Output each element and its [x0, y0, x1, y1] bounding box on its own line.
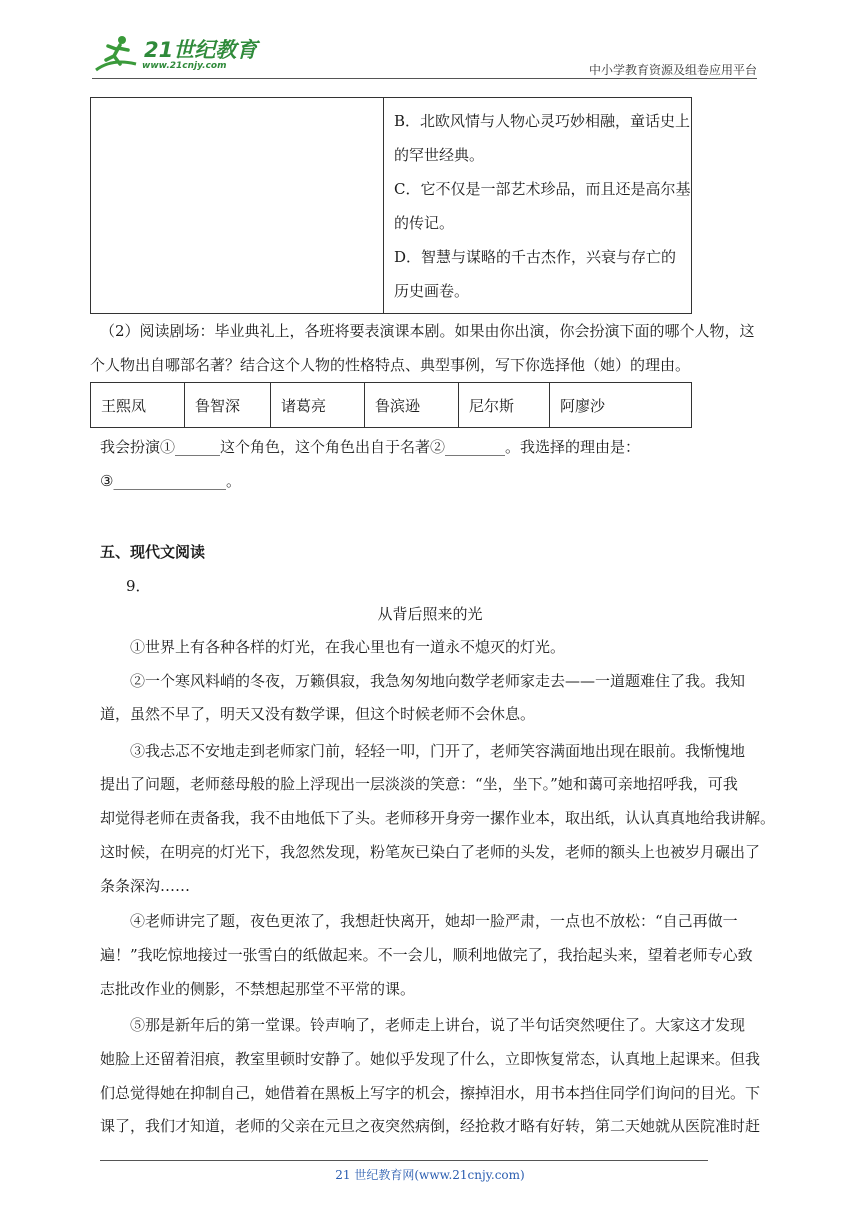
passage-line: 条条深沟……: [100, 877, 191, 895]
passage-line: 她脸上还留着泪痕，教室里顿时安静了。她似乎发现了什么，立即恢复常态，认真地上起课来。但我: [100, 1050, 761, 1068]
question-number: 9．: [126, 577, 151, 595]
passage-line: ④老师讲完了题，夜色更浓了，我想赶快离开，她却一脸严肃，一点也不放松：“自己再做一: [130, 912, 738, 930]
character-cell: 王熙凤: [91, 383, 185, 428]
passage-line: ⑤那是新年后的第一堂课。铃声响了，老师走上讲台，说了半句话突然哽住了。大家这才发现: [130, 1016, 746, 1034]
header-divider: [92, 78, 757, 79]
q2-line1: （2）阅读剧场：毕业典礼上，各班将要表演课本剧。如果由你出演，你会扮演下面的哪个人物，这: [100, 322, 755, 340]
passage-line: 道，虽然不早了，明天又没有数学课，但这个时候老师不会休息。: [100, 705, 536, 723]
logo-url: www.21cnjy.com: [142, 61, 227, 71]
passage-line: 们总觉得她在抑制自己，她借着在黑板上写字的机会，擦掉泪水，用书本挡住同学们询问的目光。下: [100, 1084, 761, 1102]
passage-line: 志批改作业的侧影，不禁想起那堂不平常的课。: [100, 980, 416, 998]
passage-line: ②一个寒风料峭的冬夜，万籁俱寂，我急匆匆地向数学老师家走去——一道题难住了我。我知: [130, 672, 746, 690]
passage-line: 遍！”我吃惊地接过一张雪白的纸做起来。不一会儿，顺利地做完了，我抬起头来，望着老师专心致: [100, 946, 753, 964]
option-c-line2: 的传记。: [394, 214, 455, 232]
option-c-line1: C．它不仅是一部艺术珍品，而且还是高尔基: [394, 180, 691, 198]
passage-line: 提出了问题，老师慈母般的脸上浮现出一层淡淡的笑意：“坐，坐下。”她和蔼可亲地招呼我，可我: [100, 775, 738, 793]
page-header: [0, 0, 860, 80]
empty-cell: [91, 98, 384, 314]
q2-line2: 个人物出自哪部名著？结合这个人物的性格特点、典型事例，写下你选择他（她）的理由。: [90, 356, 691, 374]
answer-line1: 我会扮演①______这个角色，这个角色出自于名著②________。我选择的理由是：: [100, 438, 641, 456]
passage-title: 从背后照来的光: [377, 605, 483, 623]
character-cell: 诸葛亮: [271, 383, 365, 428]
character-table: [90, 382, 692, 428]
logo: [92, 34, 262, 78]
character-cell: 鲁智深: [185, 383, 271, 428]
passage-line: 却觉得老师在责备我，我不由地低下了头。老师移开身旁一摞作业本，取出纸，认认真真地给我讲解。: [100, 809, 776, 827]
passage-line: 这时候，在明亮的灯光下，我忽然发现，粉笔灰已染白了老师的头发，老师的额头上也被岁月碾出了: [100, 843, 761, 861]
passage-line: ①世界上有各种各样的灯光，在我心里也有一道永不熄灭的灯光。: [130, 638, 566, 656]
platform-label: 中小学教育资源及组卷应用平台: [588, 63, 757, 77]
options-table: [90, 97, 692, 314]
option-b-line1: B．北欧风情与人物心灵巧妙相融，童话史上: [394, 112, 691, 130]
passage-line: ③我忐忑不安地走到老师家门前，轻轻一叩，门开了，老师笑容满面地出现在眼前。我惭愧地: [130, 742, 746, 760]
character-cell: 阿廖沙: [550, 383, 692, 428]
option-d-line1: D．智慧与谋略的千古杰作，兴衰与存亡的: [394, 248, 677, 266]
section-heading: 五、现代文阅读: [100, 543, 206, 561]
passage-line: 课了，我们才知道，老师的父亲在元旦之夜突然病倒，经抢救才略有好转，第二天她就从医院准时赶: [100, 1117, 761, 1135]
options-cell: [384, 98, 692, 314]
runner-logo-icon: [92, 34, 140, 74]
footer-divider: [100, 1160, 708, 1161]
logo-text: 21世纪教育: [144, 38, 258, 62]
answer-line2: ③_______________。: [100, 472, 241, 490]
character-cell: 鲁滨逊: [365, 383, 459, 428]
character-cell: 尼尔斯: [459, 383, 550, 428]
option-b-line2: 的罕世经典。: [394, 146, 485, 164]
option-d-line2: 历史画卷。: [394, 282, 470, 300]
footer-link[interactable]: 21 世纪教育网(www.21cnjy.com): [335, 1168, 525, 1182]
